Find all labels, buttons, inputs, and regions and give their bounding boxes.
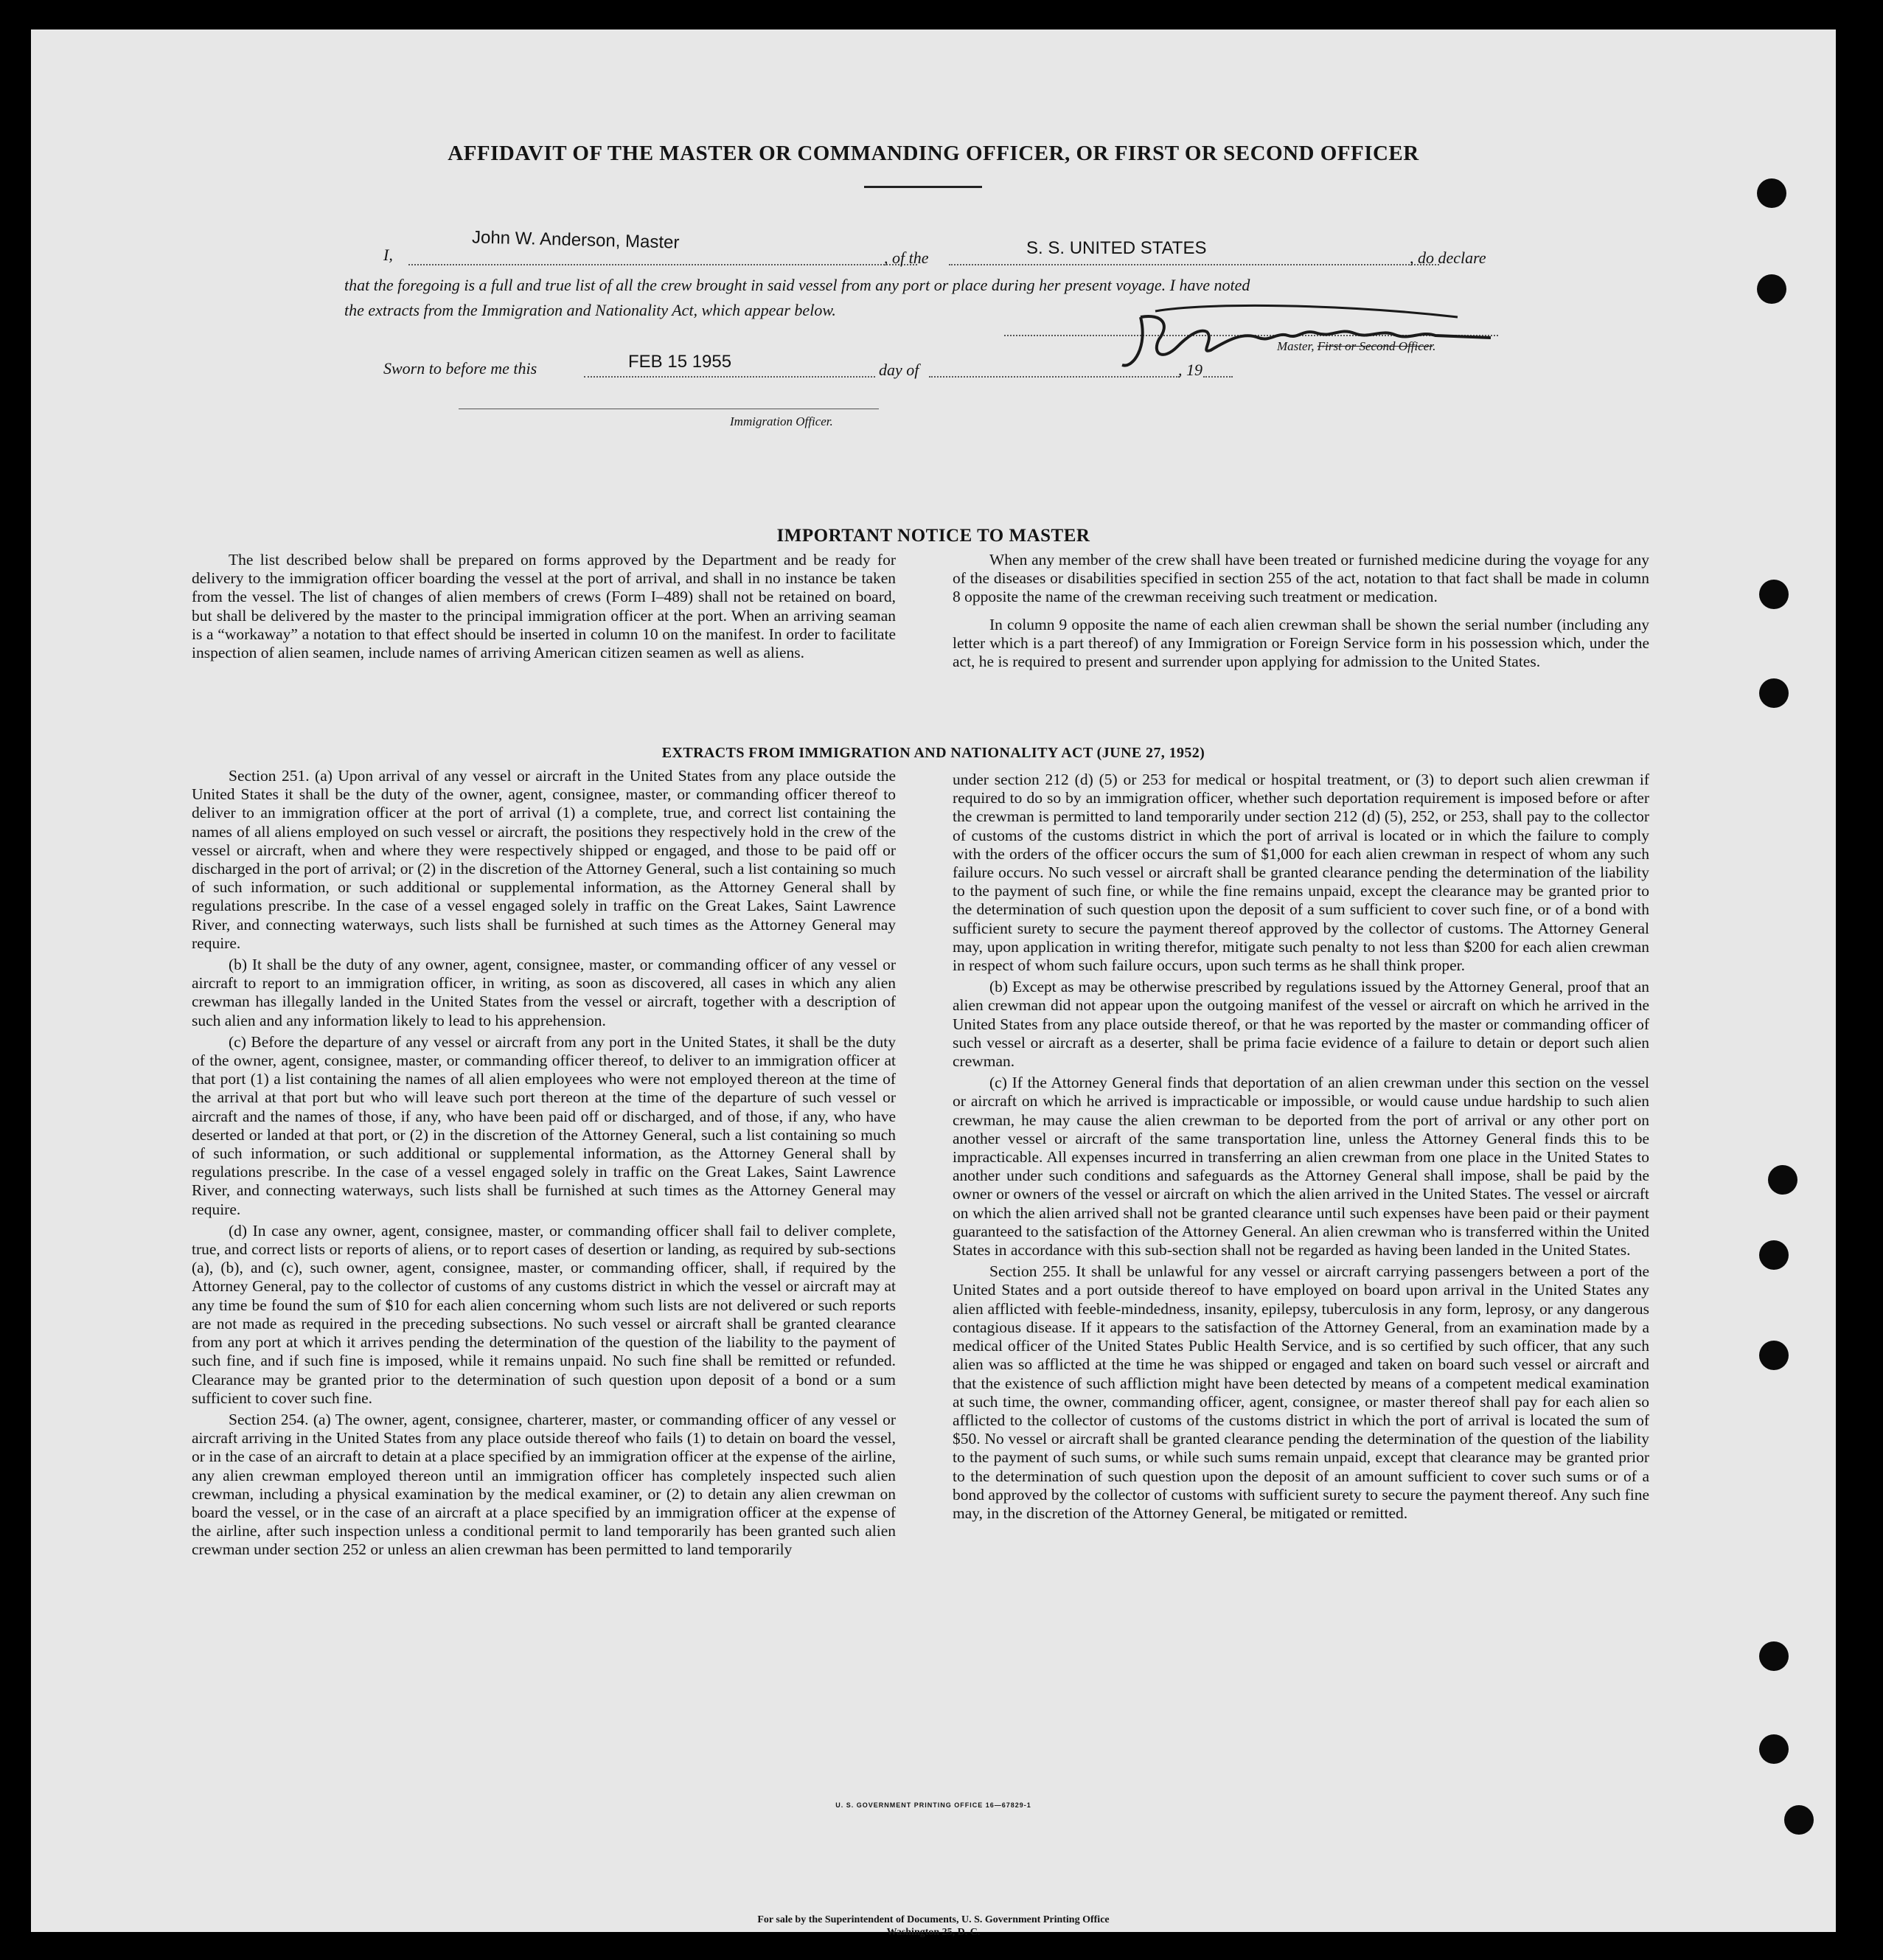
- section-paragraph: (b) Except as may be otherwise prescribed by regulations issued by the Attorney General, proof that an alien crewman did not appear upon the outgoing manifest of the vessel or aircraft on which he arrived in the United States from any place outside thereof, or that he was reported by the master or commanding officer of such vessel or aircraft as a deserter, shall be prima facie evidence of a failure to detain or deport such alien crewman.: [953, 978, 1649, 1071]
- footer: [31, 1914, 1836, 1939]
- month-line: [929, 376, 1180, 378]
- section-paragraph: (c) Before the departure of any vessel or aircraft from any port in the United States, it shall be the duty of the owner, agent, consignee, master, or commanding officer thereof, to deliver to an immigration officer at that port (1) a list containing the names of all alien employees who were not employed thereon at the time of the arrival at that port but who will leave such port thereon at the time of the departure of such vessel or aircraft and the names of those, if any, who have been paid off or discharged, and of those, if any, who have deserted or landed at that port, or (2) in the discretion of the Attorney General, such a list containing so much of such information, or such additional or supplemental information, as the Attorney General shall by regulations prescribe. In the case of a vessel engaged solely in traffic on the Great Lakes, Saint Lawrence River, and connecting waterways, such lists shall be furnished at such times as the Attorney General may require.: [192, 1032, 896, 1218]
- signature-caption: [1277, 339, 1435, 354]
- section-paragraph: Section 255. It shall be unlawful for any vessel or aircraft carrying passengers between a port of the United States and a port outside thereof to have employed on board upon arrival in the United States any alien afflicted with feeble-mindedness, insanity, epilepsy, tuberculosis in any form, leprosy, or any dangerous contagious disease. If it appears to the satisfaction of the Attorney General, from an examination made by a medical officer of the United States Public Health Service, and is so certified by such officer, that any such alien was so afflicted at the time he was shipped or engaged and taken on board such vessel or aircraft and that the existence of such affliction might have been detected by means of a competent medical examination at such time, the owner, commanding officer, agent, consignee, or master thereof shall pay for each alien so afflicted to the collector of customs of the customs district in which the port of arrival is located the sum of $50. No vessel or aircraft shall be granted clearance pending the determination of the question of the liability to the payment of such sums, or while such sums remain unpaid, except that clearance may be granted prior to the determination of such question upon the deposit of an amount sufficient to cover such sums or of a bond approved by the collector of customs with sufficient surety to secure the payment thereof. Any such fine may, in the discretion of the Attorney General, be mitigated or remitted.: [953, 1262, 1649, 1522]
- sworn-date-line: [584, 376, 875, 378]
- punch-hole: [1759, 1240, 1789, 1270]
- handwritten-signature: [1118, 295, 1502, 376]
- extracts-right-column: [953, 771, 1649, 1526]
- vessel-line: [949, 264, 1439, 265]
- extracts-title: EXTRACTS FROM IMMIGRATION AND NATIONALITY ACT (JUNE 27, 1952): [661, 745, 1205, 761]
- year-label: , 19: [1178, 361, 1202, 379]
- section-paragraph: (d) In case any owner, agent, consignee, master, or commanding officer shall fail to deliver complete, true, and correct lists or reports of aliens, or to report cases of desertion or landing, as required by sub-sections (a), (b), and (c), such owner, agent, consignee, master, or commanding officer, shall, if required by the Attorney General, pay to the collector of customs of any customs district in which the vessel or aircraft may at any time be found the sum of $10 for each alien concerning whom such lists are not delivered or such reports are not made as required in the preceding subsections. No such vessel or aircraft shall be granted clearance from any port at which it arrives pending the determination of the question of the liability to the payment of such fine, and if such fine is imposed, while it remains unpaid. No such fine shall be remitted or refunded. Clearance may be granted prior to the determination of such question upon deposit of a bond or a sum sufficient to cover such fine.: [192, 1221, 896, 1407]
- extracts-left-column: [192, 767, 896, 1563]
- section-paragraph: Section 251. (a) Upon arrival of any vessel or aircraft in the United States from any place outside the United States it shall be the duty of the owner, agent, consignee, master, or commanding officer thereof to deliver to an immigration officer at the port of arrival (1) a complete, true, and correct list containing the names of all aliens employed on such vessel or aircraft, the positions they respectively hold in the crew of the vessel or aircraft, when and where they were respectively shipped or engaged, and those to be paid off or discharged in the port of arrival; or (2) in the discretion of the Attorney General, such a list containing so much of such information, or such additional or supplemental information, as the Attorney General shall by regulations prescribe. In the case of a vessel engaged solely in traffic on the Great Lakes, Saint Lawrence River, and connecting waterways, such lists shall be furnished at such times as the Attorney General may require.: [192, 767, 896, 952]
- master-name: John W. Anderson, Master: [471, 227, 680, 253]
- declaration-line-1: that the foregoing is a full and true list of all the crew brought in said vessel from any port or place during her present voyage. I have noted: [344, 276, 1250, 294]
- printing-office-line: U. S. GOVERNMENT PRINTING OFFICE 16—67829-1: [835, 1801, 1031, 1809]
- day-of-label: day of: [879, 361, 919, 379]
- punch-hole: [1784, 1805, 1814, 1835]
- title-rule: [864, 186, 982, 188]
- form-page: [31, 29, 1836, 1938]
- caption-struck-officer: First or Second Officer: [1317, 339, 1433, 353]
- sworn-label: Sworn to before me this: [383, 359, 537, 378]
- year-line: [1203, 376, 1233, 378]
- punch-hole: [1759, 1341, 1789, 1370]
- punch-hole: [1757, 274, 1786, 304]
- notice-left-column: [192, 551, 896, 665]
- notice-paragraph: The list described below shall be prepared on forms approved by the Department and be ready for delivery to the immigration officer boarding the vessel at the port of arrival, and shall in no instance be taken from the vessel. The list of changes of alien members of crews (Form I–489) shall not be retained on board, but shall be delivered by the master to the principal immigration officer at the port. When an arriving seaman is a “workaway” a notation to that effect should be inserted in column 10 on the manifest. In order to facilitate inspection of alien seamen, include names of arriving American citizen seamen as well as aliens.: [192, 551, 896, 662]
- section-paragraph: (b) It shall be the duty of any owner, agent, consignee, master, or commanding officer of any vessel or aircraft to report to an immigration officer, in writing, as soon as discovered, all cases in which any alien crewman has illegally landed in the United States from the vessel or aircraft, together with a description of such alien and any information likely to lead to his apprehension.: [192, 956, 896, 1029]
- notice-paragraph: When any member of the crew shall have been treated or furnished medicine during the voyage for any of the diseases or disabilities specified in section 255 of the act, notation to that fact shall be made in column 8 opposite the name of the crewman receiving such treatment or medication.: [953, 551, 1649, 606]
- punch-hole: [1759, 1641, 1789, 1671]
- i-label: I,: [383, 246, 393, 264]
- footer-line-2: Washington 25, D. C.: [886, 1927, 981, 1938]
- caption-master: Master,: [1277, 339, 1315, 353]
- declaration-line-2: the extracts from the Immigration and Nationality Act, which appear below.: [344, 301, 836, 319]
- section-paragraph: (c) If the Attorney General finds that deportation of an alien crewman under this section on the vessel or aircraft on which he arrived is impracticable or impossible, or would cause undue hardship to such alien crewman, he may cause the alien crewman to be deported from the port of arrival or any other port on another vessel or aircraft of the same transportation line, unless the Attorney General finds this to be impracticable. All expenses incurred in transferring an alien crewman from one place in the United States to another under such conditions and safeguards as the Attorney General shall impose, shall be paid by the owner or owners of the vessel or aircraft on which the alien arrived in the United States. The vessel or aircraft on which the alien arrived shall not be granted clearance until such expenses have been paid or their payment guaranteed to the satisfaction of the Attorney General. An alien crewman who is transferred within the United States in accordance with this sub-section shall not be regarded as having been landed in the United States.: [953, 1074, 1649, 1259]
- section-paragraph: under section 212 (d) (5) or 253 for medical or hospital treatment, or (3) to deport such alien crewman if required to do so by an immigration officer, whether such deportation requirement is imposed before or after the crewman is permitted to land temporarily under section 212 (d) (5), 252, or 253, shall pay to the collector of customs of the customs district in which the port of arrival is located or in which the failure to comply with the orders of the officer occurs the sum of $1,000 for each alien crewman in respect of whom any such failure occurs. No such vessel or aircraft shall be granted clearance pending the determination of the liability to the payment of such fine, or while the fine remains unpaid, except the clearance may be granted prior to the determination of such question upon the deposit of a sum sufficient to cover such fine, or of a bond with sufficient surety to secure the payment thereof approved by the collector of customs. The Attorney General may, upon application in writing therefor, mitigate such penalty to not less than $200 for each alien crewman in respect of whom such failure occurs, upon such terms as he shall think proper.: [953, 771, 1649, 975]
- punch-hole: [1757, 178, 1786, 208]
- punch-hole: [1759, 678, 1789, 708]
- do-declare-label: , do declare: [1410, 249, 1486, 267]
- section-paragraph: Section 254. (a) The owner, agent, consignee, charterer, master, or commanding officer of any vessel or aircraft arriving in the United States from any place outside thereof who fails (1) to detain on board the vessel, or in the case of an aircraft to detain at a place specified by an immigration officer at the expense of the airline, any alien crewman employed thereon until an immigration officer has completely inspected such alien crewman, including a physical examination by the medical examiner, or (2) to detain any alien crewman on board the vessel, or in the case of an aircraft at a place specified by an immigration officer at the expense of the airline, after such inspection unless a conditional permit to land temporarily has been granted such alien crewman under section 252 or unless an alien crewman has been permitted to land temporarily: [192, 1410, 896, 1559]
- notice-title: IMPORTANT NOTICE TO MASTER: [776, 526, 1090, 546]
- punch-hole: [1768, 1165, 1797, 1195]
- immigration-officer-label: Immigration Officer.: [730, 414, 833, 428]
- punch-hole: [1759, 1734, 1789, 1764]
- name-line: [408, 264, 917, 265]
- vessel-name: S. S. UNITED STATES: [1026, 238, 1207, 258]
- of-the-label: , of the: [884, 249, 929, 267]
- punch-hole: [1759, 580, 1789, 609]
- footer-line-1: For sale by the Superintendent of Documents, U. S. Government Printing Office: [757, 1914, 1110, 1925]
- sworn-date: FEB 15 1955: [628, 352, 732, 372]
- affidavit-title: AFFIDAVIT OF THE MASTER OR COMMANDING OFFICER, OR FIRST OR SECOND OFFICER: [448, 142, 1419, 165]
- caption-end: .: [1433, 339, 1436, 353]
- notice-right-column: [953, 551, 1649, 674]
- notice-paragraph: In column 9 opposite the name of each alien crewman shall be shown the serial number (including any letter which is a part thereof) of any Immigration or Foreign Service form in his possession which, under the act, he is required to present and surrender upon applying for admission to the United States.: [953, 615, 1649, 671]
